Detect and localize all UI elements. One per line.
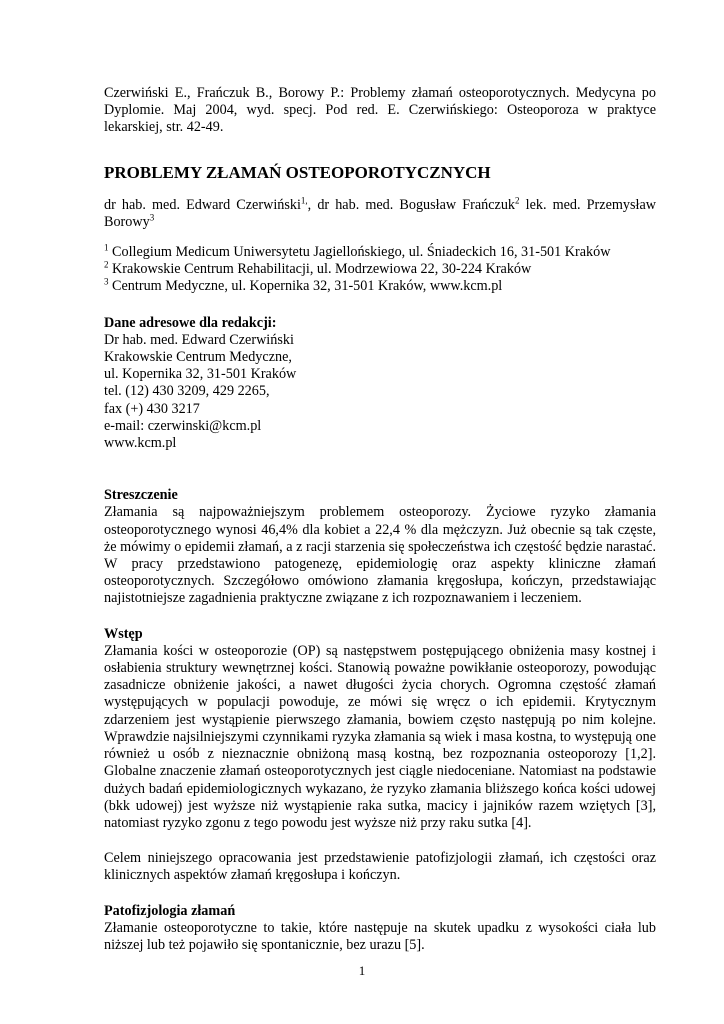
intro-text: Złamania kości w osteoporozie (OP) są następstwem postępującego obniżenia masy kostnej i osłabienia struktury wewnętrznej kości. Stanowią poważne powikłanie osteoporozy, powodując zasadnicze obniżenie jakości, a nawet długości życia chorych. Ogromna częstość złamań występujących w populacji powoduje, ze mówi się wręcz o ich epidemii. Krytycznym zdarzeniem jest wystąpienie pierwszego złamania, bowiem często następują po nim kolejne. Wprawdzie najsilniejszymi czynnikami ryzyka złamania są wiek i masa kostna, to występują one również u osób z nieznacznie obniżoną masą kostną, bez rozpoznania osteoporozy [1,2]. Globalne znaczenie złamań osteoporotycznych jest ciągle niedoceniane. Natomiast na podstawie dużych badań epidemiologicznych wykazano, że ryzyko złamania bliższego końca kości udowej (bkk udowej) jest wyższe niż wystąpienie raka sutka, macicy i jajników razem wziętych [3], natomiast ryzyko zgonu z tego powodu jest wyższe niż przy raku sutka [4]. bbox=[104, 642, 656, 831]
contact-block bbox=[104, 315, 656, 453]
contact-line: e-mail: czerwinski@kcm.pl bbox=[104, 417, 262, 434]
affiliation-number: 3 bbox=[104, 276, 109, 287]
affiliation-text: Centrum Medyczne, ul. Kopernika 32, 31-501 Kraków, www.kcm.pl bbox=[112, 278, 503, 295]
paper-title: PROBLEMY ZŁAMAŃ OSTEOPOROTYCZNYCH bbox=[104, 162, 491, 182]
contact-line: fax (+) 430 3217 bbox=[104, 400, 200, 417]
contact-heading: Dane adresowe dla redakcji: bbox=[104, 314, 277, 331]
abstract-text: Złamania są najpoważniejszym problemem osteoporozy. Życiowe ryzyko złamania osteoporotycznego wynosi 46,4% dla kobiet a 22,4 % dla mężczyzn. Już obecnie są tak częste, że mówimy o epidemii złamań, a z racji starzenia się społeczeństwa ich częstość będzie narastać. W pracy przedstawiono patogenezę, epidemiologię oraz aspekty kliniczne złamań osteoporotycznych. Szczegółowo omówiono złamania kręgosłupa, kończyn, przedstawiając najistotniejsze zagadnienia praktyczne związane z ich rozpoznawaniem i leczeniem. bbox=[104, 504, 656, 607]
author-2-affil: 2 bbox=[515, 194, 520, 205]
affiliation-1 bbox=[104, 244, 656, 261]
aim-section bbox=[104, 850, 656, 884]
contact-line: Krakowskie Centrum Medyczne, bbox=[104, 349, 292, 366]
affiliation-number: 1 bbox=[104, 242, 109, 253]
contact-line: ul. Kopernika 32, 31-501 Kraków bbox=[104, 366, 297, 383]
affiliation-3 bbox=[104, 278, 656, 295]
pathophysiology-text: Złamanie osteoporotyczne to takie, które następuje na skutek upadku z wysokości ciała lub niższej lub też pojawiło się spontanicznie, bez urazu [5]. bbox=[104, 919, 656, 953]
pathophysiology-section bbox=[104, 903, 656, 955]
author-2: dr hab. med. Bogusław Frańczuk bbox=[317, 196, 516, 213]
author-1: dr hab. med. Edward Czerwiński bbox=[104, 196, 301, 213]
aim-text: Celem niniejszego opracowania jest przedstawienie patofizjologii złamań, ich częstości oraz klinicznych aspektów złamań kręgosłupa i kończyn. bbox=[104, 850, 656, 884]
affiliation-2 bbox=[104, 261, 656, 278]
author-separator: , bbox=[307, 196, 318, 213]
pathophysiology-heading: Patofizjologia złamań bbox=[104, 902, 236, 919]
authors-line bbox=[104, 194, 656, 231]
intro-section bbox=[104, 626, 656, 832]
affiliation-number: 2 bbox=[104, 259, 109, 270]
author-1-affil: 1, bbox=[300, 194, 308, 205]
page-number: 1 bbox=[358, 963, 366, 978]
affiliations bbox=[104, 244, 656, 296]
author-3: lek. med. Przemysław Borowy bbox=[104, 196, 656, 230]
contact-line: tel. (12) 430 3209, 429 2265, bbox=[104, 383, 270, 400]
author-3-affil: 3 bbox=[149, 212, 155, 223]
contact-line: Dr hab. med. Edward Czerwiński bbox=[104, 331, 294, 348]
abstract-heading: Streszczenie bbox=[104, 487, 178, 504]
citation: Czerwiński E., Frańczuk B., Borowy P.: Problemy złamań osteoporotycznych. Medycyna po Dyplomie. Maj 2004, wyd. specj. Pod red. E. Czerwińskiego: Osteoporoza w praktyce lekarskiej, str. 42-49. bbox=[104, 85, 656, 136]
intro-heading: Wstęp bbox=[104, 625, 143, 642]
affiliation-text: Collegium Medicum Uniwersytetu Jagiellońskiego, ul. Śniadeckich 16, 31-501 Kraków bbox=[112, 244, 611, 261]
document-page bbox=[104, 85, 656, 954]
abstract-section bbox=[104, 487, 656, 607]
contact-line: www.kcm.pl bbox=[104, 435, 177, 452]
affiliation-text: Krakowskie Centrum Rehabilitacji, ul. Modrzewiowa 22, 30-224 Kraków bbox=[112, 261, 532, 278]
